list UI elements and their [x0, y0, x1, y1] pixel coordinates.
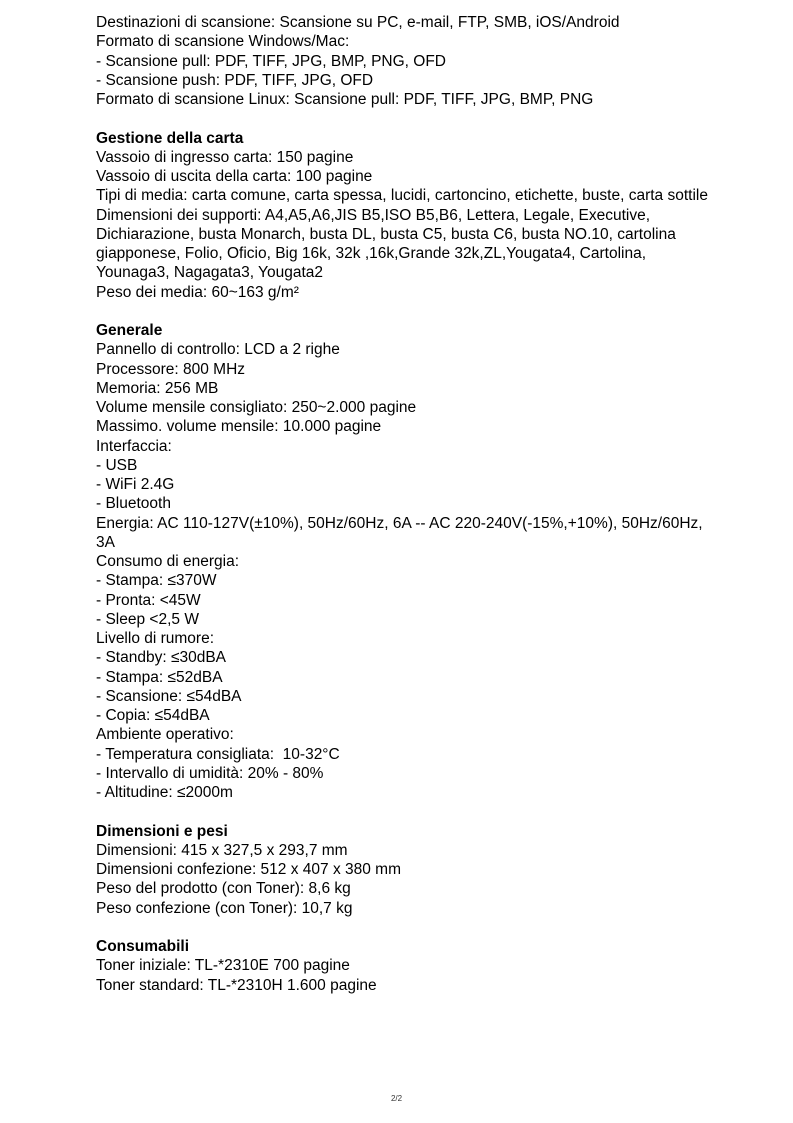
standard-toner-line: Toner standard: TL-*2310H 1.600 pagine: [96, 976, 377, 994]
section-spacer: [96, 918, 746, 937]
interface-label-line: Interfaccia:: [96, 437, 172, 455]
interface-item-line: - USB: [96, 456, 138, 474]
media-weight-line: Peso dei media: 60~163 g/m²: [96, 283, 299, 301]
operating-environment-item-line: - Altitudine: ≤2000m: [96, 784, 233, 801]
page-number: 2/2: [390, 1094, 403, 1103]
general-heading: Generale: [96, 322, 163, 339]
general-section: [96, 321, 746, 802]
noise-level-label-line: Livello di rumore:: [96, 630, 215, 647]
scan-format-linux-line: Formato di scansione Linux: Scansione pull: PDF, TIFF, JPG, BMP, PNG: [96, 91, 594, 108]
section-spacer: [96, 802, 746, 821]
recommended-volume-line: Volume mensile consigliato: 250~2.000 pagine: [96, 399, 417, 416]
interface-item-line: - Bluetooth: [96, 495, 171, 513]
interface-item-line: - WiFi 2.4G: [96, 476, 175, 493]
dimensions-section: [96, 822, 746, 918]
noise-level-item-line: - Scansione: ≤54dBA: [96, 687, 242, 705]
paper-handling-heading: Gestione della carta: [96, 129, 244, 147]
media-sizes-line: Dimensioni dei supporti: A4,A5,A6,JIS B5,ISO B5,B6, Lettera, Legale, Executive,: [96, 206, 651, 224]
input-tray-line: Vassoio di ingresso carta: 150 pagine: [96, 148, 354, 166]
noise-level-item-line: - Standby: ≤30dBA: [96, 649, 227, 667]
package-dimensions-line: Dimensioni confezione: 512 x 407 x 380 mm: [96, 861, 401, 878]
media-sizes-line: Younaga3, Nagagata3, Yougata2: [96, 264, 323, 282]
power-consumption-item-line: - Pronta: <45W: [96, 591, 201, 609]
control-panel-line: Pannello di controllo: LCD a 2 righe: [96, 341, 340, 359]
scan-push-formats-line: - Scansione push: PDF, TIFF, JPG, OFD: [96, 71, 374, 89]
operating-environment-label-line: Ambiente operativo:: [96, 726, 234, 744]
power-line: Energia: AC 110-127V(±10%), 50Hz/60Hz, 6A -- AC 220-240V(-15%,+10%), 50Hz/60Hz,: [96, 514, 703, 532]
scan-formats-section: [96, 13, 746, 109]
section-spacer: [96, 302, 746, 321]
paper-handling-section: [96, 129, 746, 302]
power-line: 3A: [96, 533, 115, 551]
output-tray-line: Vassoio di uscita della carta: 100 pagine: [96, 168, 373, 185]
operating-environment-item-line: - Temperatura consigliata: 10-32°C: [96, 745, 340, 763]
noise-level-item-line: - Stampa: ≤52dBA: [96, 668, 223, 686]
memory-line: Memoria: 256 MB: [96, 379, 219, 397]
scan-destinations-line: Destinazioni di scansione: Scansione su PC, e-mail, FTP, SMB, iOS/Android: [96, 14, 620, 31]
scan-format-windows-mac-line: Formato di scansione Windows/Mac:: [96, 33, 350, 51]
media-types-line: Tipi di media: carta comune, carta spessa, lucidi, cartoncino, etichette, buste, carta sottile: [96, 187, 708, 205]
max-volume-line: Massimo. volume mensile: 10.000 pagine: [96, 418, 382, 436]
media-sizes-line: Dichiarazione, busta Monarch, busta DL, busta C5, busta C6, busta NO.10, cartolina: [96, 225, 676, 243]
power-consumption-item-line: - Sleep <2,5 W: [96, 610, 199, 628]
dimensions-line: Dimensioni: 415 x 327,5 x 293,7 mm: [96, 841, 348, 859]
media-sizes-line: giapponese, Folio, Oficio, Big 16k, 32k ,16k,Grande 32k,ZL,Yougata4, Cartolina,: [96, 245, 647, 262]
section-spacer: [96, 109, 746, 128]
product-weight-line: Peso del prodotto (con Toner): 8,6 kg: [96, 880, 351, 898]
consumables-section: [96, 937, 746, 995]
consumables-heading: Consumabili: [96, 938, 190, 955]
dimensions-heading: Dimensioni e pesi: [96, 822, 228, 840]
noise-level-item-line: - Copia: ≤54dBA: [96, 707, 210, 724]
scan-pull-formats-line: - Scansione pull: PDF, TIFF, JPG, BMP, PNG, OFD: [96, 52, 446, 70]
power-consumption-item-line: - Stampa: ≤370W: [96, 572, 217, 590]
processor-line: Processore: 800 MHz: [96, 360, 246, 378]
initial-toner-line: Toner iniziale: TL-*2310E 700 pagine: [96, 957, 350, 975]
document-body: [96, 13, 746, 995]
power-consumption-label-line: Consumo di energia:: [96, 553, 240, 570]
operating-environment-item-line: - Intervallo di umidità: 20% - 80%: [96, 764, 324, 782]
package-weight-line: Peso confezione (con Toner): 10,7 kg: [96, 899, 353, 917]
